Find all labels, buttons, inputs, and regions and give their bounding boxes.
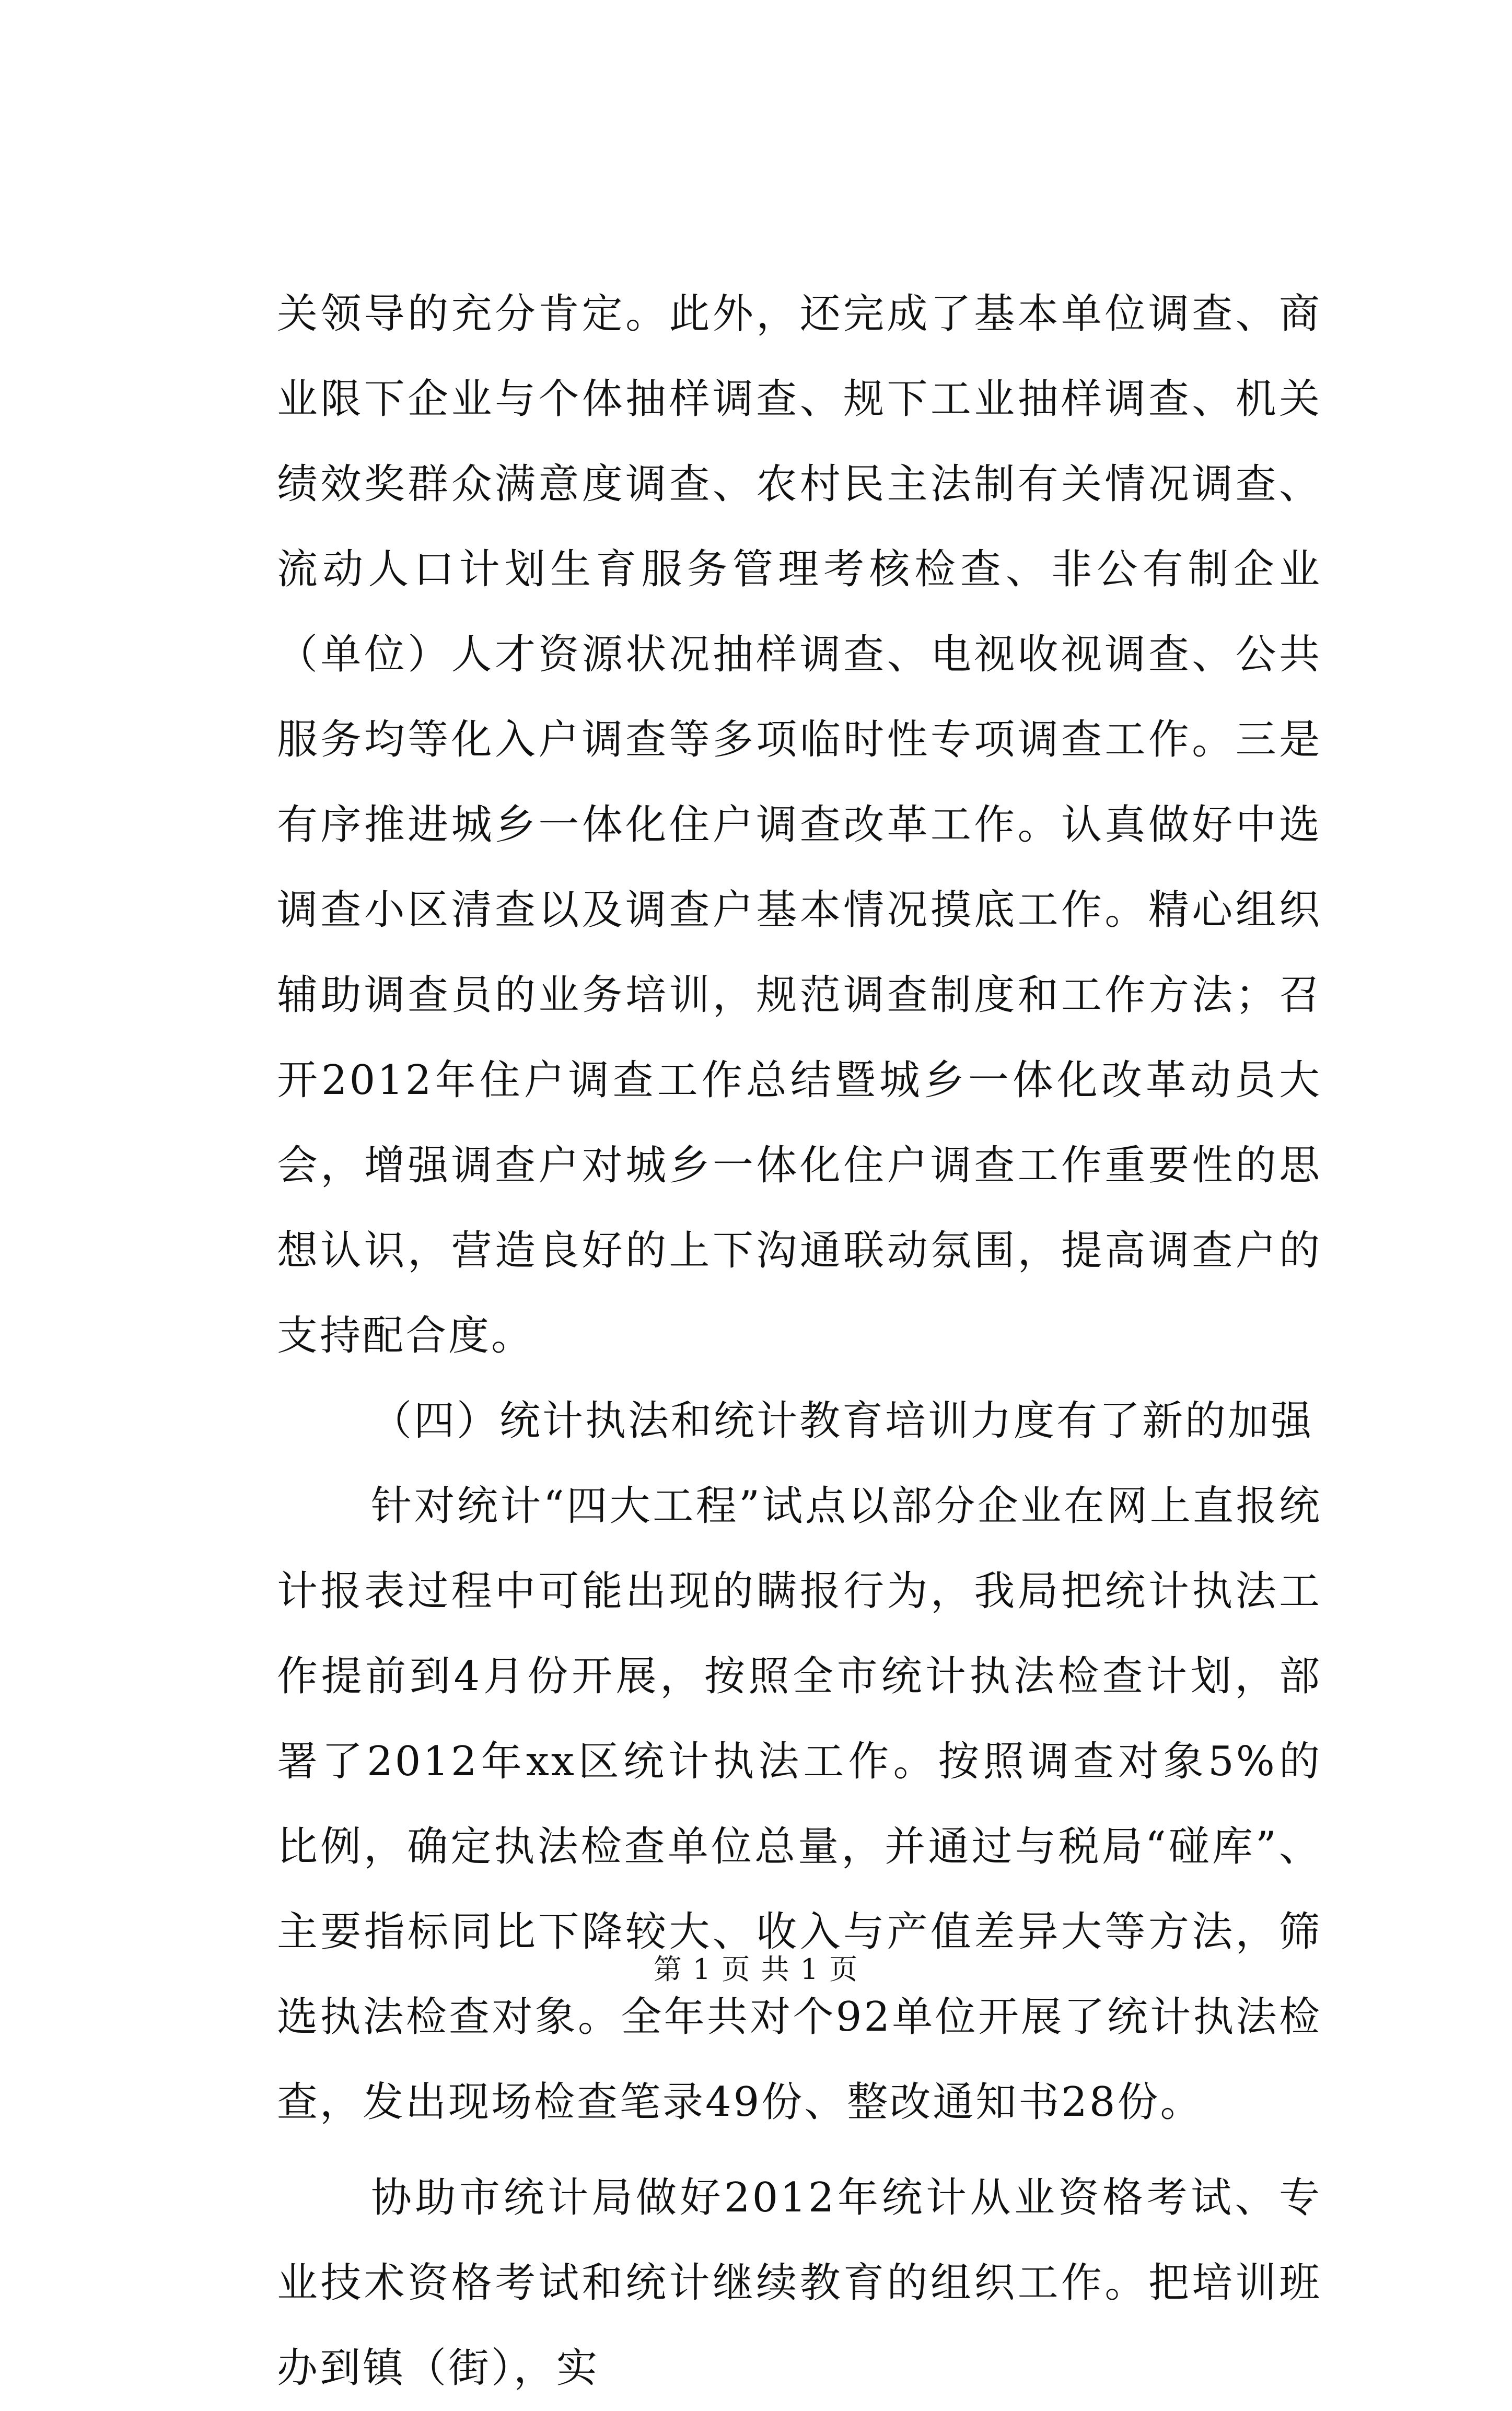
section-heading-4: （四）统计执法和统计教育培训力度有了新的加强: [371, 1397, 1314, 1445]
paragraph-law-enforcement: 针对统计“四大工程”试点以部分企业在网上直报统计报表过程中可能出现的瞒报行为，我局把统计执法工作提前到4月份开展，按照全市统计执法检查计划，部署了2012年xx区统计执法工作。按照调查对象5%的比例，确定执法检查单位总量，并通过与税局“碰库”、主要指标同比下降较大、收入与产值差异大等方法，筛选执法检查对象。全年共对个92单位开展了统计执法检查，发出现场检查笔录49份、整改通知书28份。: [277, 1483, 1322, 2126]
paragraph-survey-work: 关领导的充分肯定。此外，还完成了基本单位调查、商业限下企业与个体抽样调查、规下工业抽样调查、机关绩效奖群众满意度调查、农村民主法制有关情况调查、流动人口计划生育服务管理考核检查、非公有制企业（单位）人才资源状况抽样调查、电视收视调查、公共服务均等化入户调查等多项临时性专项调查工作。三是有序推进城乡一体化住户调查改革工作。认真做好中选调查小区清查以及调查户基本情况摸底工作。精心组织辅助调查员的业务培训，规范调查制度和工作方法；召开2012年住户调查工作总结暨城乡一体化改革动员大会，增强调查户对城乡一体化住户调查工作重要性的思想认识，营造良好的上下沟通联动氛围，提高调查户的支持配合度。: [277, 290, 1322, 1359]
page-footer: 第 1 页 共 1 页: [653, 1953, 859, 1986]
paragraph-training: 协助市统计局做好2012年统计从业资格考试、专业技术资格考试和统计继续教育的组织工作。把培训班办到镇（街），实: [277, 2174, 1322, 2392]
document-body: [277, 272, 1322, 2411]
